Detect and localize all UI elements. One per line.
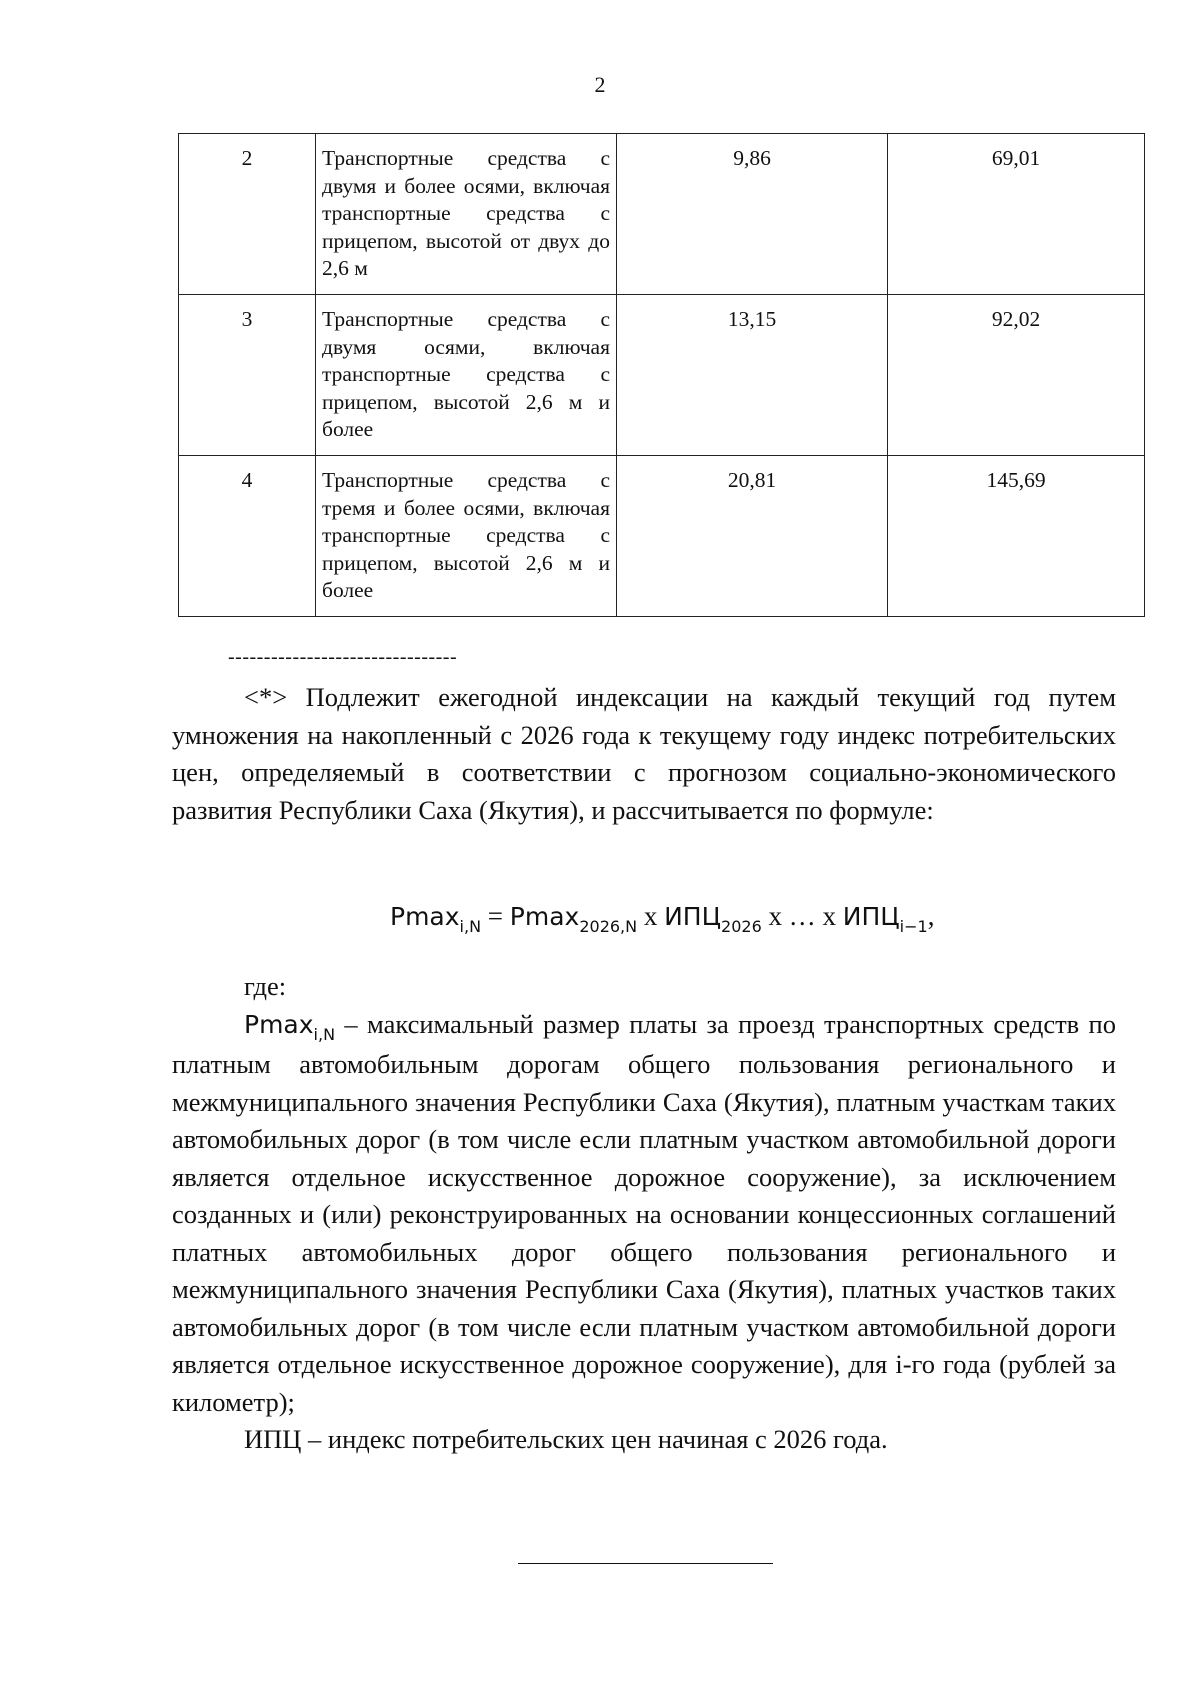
definition-symbol: Pmax	[244, 1009, 314, 1039]
formula-lhs-subscript: i,N	[459, 917, 482, 936]
tariff-value-2: 145,69	[888, 456, 1145, 617]
vehicle-description: Транспортные средства с двумя осями, включая транспортные средства с прицепом, высотой 2,6 м и более	[316, 295, 617, 456]
index-formula	[390, 901, 935, 936]
closing-line	[518, 1563, 773, 1564]
formula-ipc-last-term: ИПЦ	[842, 902, 900, 931]
formula-base-term: Pmax	[509, 902, 580, 931]
row-number: 4	[179, 456, 316, 617]
footnote-separator: --------------------------------	[228, 646, 458, 668]
formula-multiply: х	[637, 901, 665, 931]
formula-ipc-last-subscript: i−1	[899, 917, 928, 936]
table-row	[179, 134, 1145, 295]
formula-ellipsis: х … х	[761, 901, 843, 931]
formula-equals: =	[481, 901, 510, 931]
definitions-block	[172, 968, 1116, 1459]
where-label: где:	[244, 971, 287, 1001]
definition-ipc: ИПЦ – индекс потребительских цен начиная с 2026 года.	[244, 1424, 888, 1454]
footnote-block	[172, 679, 1116, 829]
row-number: 2	[179, 134, 316, 295]
tariff-value-1: 9,86	[617, 134, 888, 295]
table-row	[179, 295, 1145, 456]
tariff-value-1: 20,81	[617, 456, 888, 617]
footnote-text: <*> Подлежит ежегодной индексации на каждый текущий год путем умножения на накопленный с 2026 года к текущему году индекс потребительских цен, определяемый в соответствии с прогнозом социально-экономического развития Республики Саха (Якутия), и рассчитывается по формуле:	[172, 682, 1116, 825]
tariff-value-1: 13,15	[617, 295, 888, 456]
page-number: 2	[594, 72, 606, 97]
definition-text: – максимальный размер платы за проезд транспортных средств по платным автомобильным дорогам общего пользования регионального и межмуниципального значения Республики Саха (Якутия), платным участкам таких автомобильных дорог (в том числе если платным участком автомобильной дороги является отдельное искусственное дорожное сооружение), за исключением созданных и (или) реконструированных на основании концессионных соглашений платных автомобильных дорог общего пользования регионального и межмуниципального значения Республики Саха (Якутия), платных участков таких автомобильных дорог (в том числе если платным участком автомобильной дороги является отдельное искусственное дорожное сооружение), для i-го года (рублей за километр);	[172, 1008, 1116, 1417]
formula-ipc-subscript: 2026	[721, 917, 762, 936]
tariff-value-2: 92,02	[888, 295, 1145, 456]
definition-pmax	[172, 1006, 1116, 1422]
table-row	[179, 456, 1145, 617]
formula-tail: ,	[927, 901, 935, 931]
row-number: 3	[179, 295, 316, 456]
tariff-table	[178, 133, 1145, 617]
formula-lhs: Pmax	[390, 902, 460, 931]
tariff-value-2: 69,01	[888, 134, 1145, 295]
formula-base-subscript: 2026,N	[579, 917, 638, 936]
definition-symbol-subscript: i,N	[313, 1024, 336, 1044]
vehicle-description: Транспортные средства с тремя и более осями, включая транспортные средства с прицепом, высотой 2,6 м и более	[316, 456, 617, 617]
vehicle-description: Транспортные средства с двумя и более осями, включая транспортные средства с прицепом, высотой от двух до 2,6 м	[316, 134, 617, 295]
formula-ipc-term: ИПЦ	[664, 902, 722, 931]
